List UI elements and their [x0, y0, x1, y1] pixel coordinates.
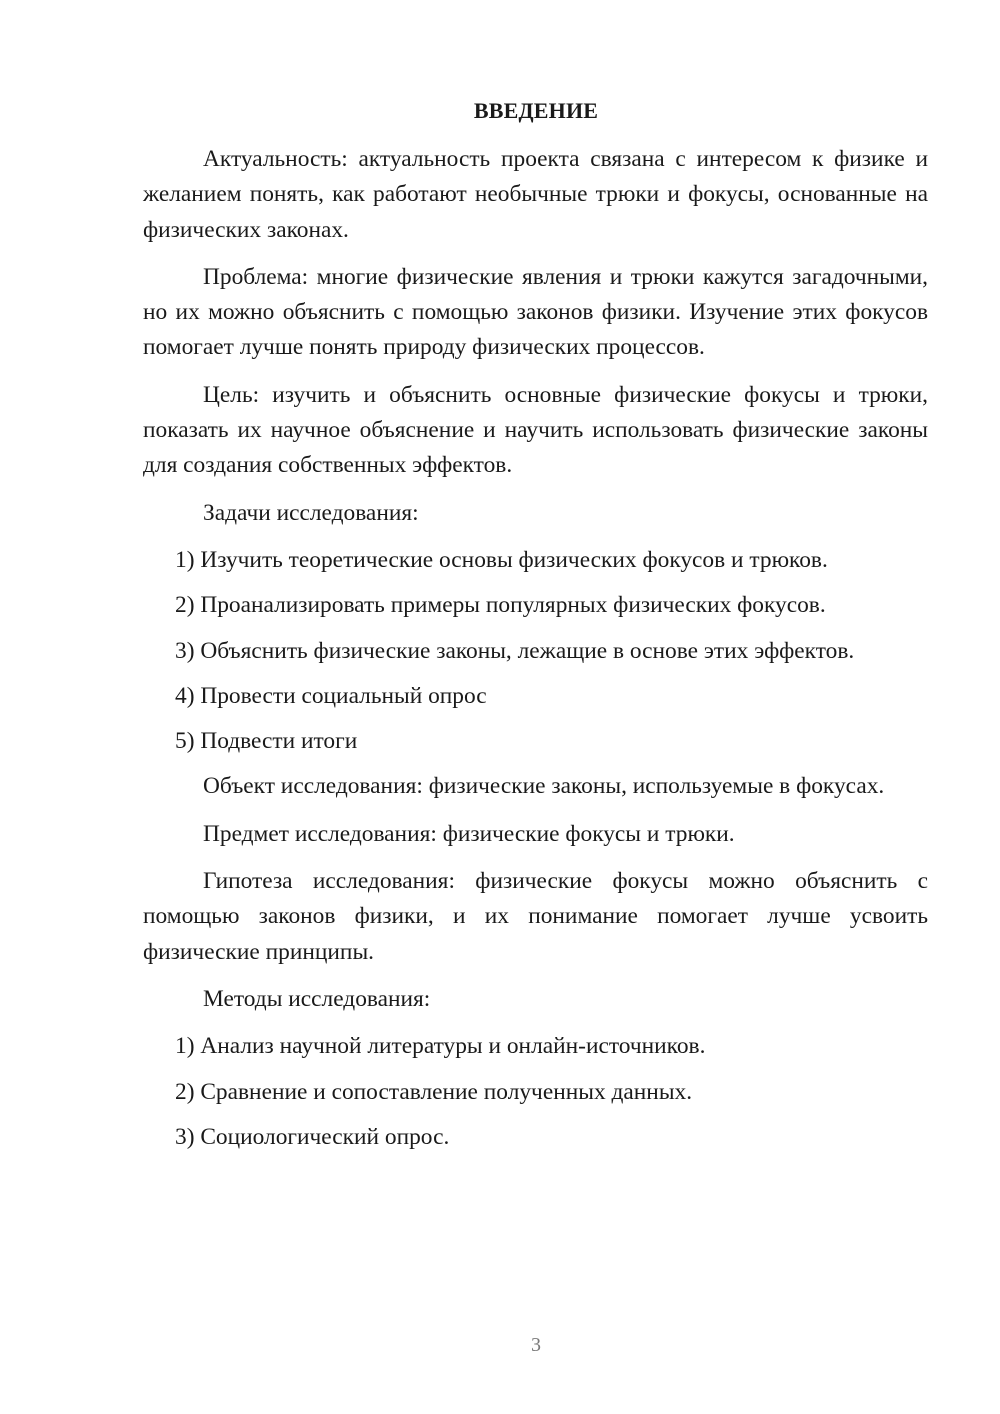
task-item-4: 4) Провести социальный опрос — [175, 682, 487, 709]
task-item-3: 3) Объяснить физические законы, лежащие в основе этих эффектов. — [175, 637, 855, 664]
page-heading: ВВЕДЕНИЕ — [473, 98, 599, 123]
methods-title: Методы исследования: — [203, 985, 431, 1012]
page-number: 3 — [531, 1334, 541, 1356]
method-item-2: 2) Сравнение и сопоставление полученных данных. — [175, 1078, 693, 1105]
hypothesis-paragraph: Гипотеза исследования: физические фокусы можно объяснить с помощью законов физики, и их понимание помогает лучше усвоить физические принципы. — [143, 868, 928, 965]
tasks-title: Задачи исследования: — [203, 499, 419, 526]
problem-paragraph: Проблема: многие физические явления и трюки кажутся загадочными, но их можно объяснить с помощью законов физики. Изучение этих фокусов помогает лучше понять природу физических процессов. — [143, 263, 928, 361]
method-item-1: 1) Анализ научной литературы и онлайн-источников. — [175, 1033, 706, 1060]
method-item-3: 3) Социологический опрос. — [175, 1123, 450, 1150]
relevance-paragraph: Актуальность: актуальность проекта связана с интересом к физике и желанием понять, как работают необычные трюки и фокусы, основанные на физических законах. — [143, 146, 928, 243]
page-content — [143, 142, 928, 1165]
goal-paragraph: Цель: изучить и объяснить основные физические фокусы и трюки, показать их научное объяснение и научить использовать физические законы для создания собственных эффектов. — [143, 381, 928, 479]
task-item-2: 2) Проанализировать примеры популярных физических фокусов. — [175, 592, 826, 619]
task-item-5: 5) Подвести итоги — [175, 728, 358, 755]
subject-paragraph: Предмет исследования: физические фокусы и трюки. — [203, 820, 735, 847]
task-item-1: 1) Изучить теоретические основы физических фокусов и трюков. — [175, 546, 828, 573]
object-paragraph: Объект исследования: физические законы, используемые в фокусах. — [203, 773, 885, 800]
